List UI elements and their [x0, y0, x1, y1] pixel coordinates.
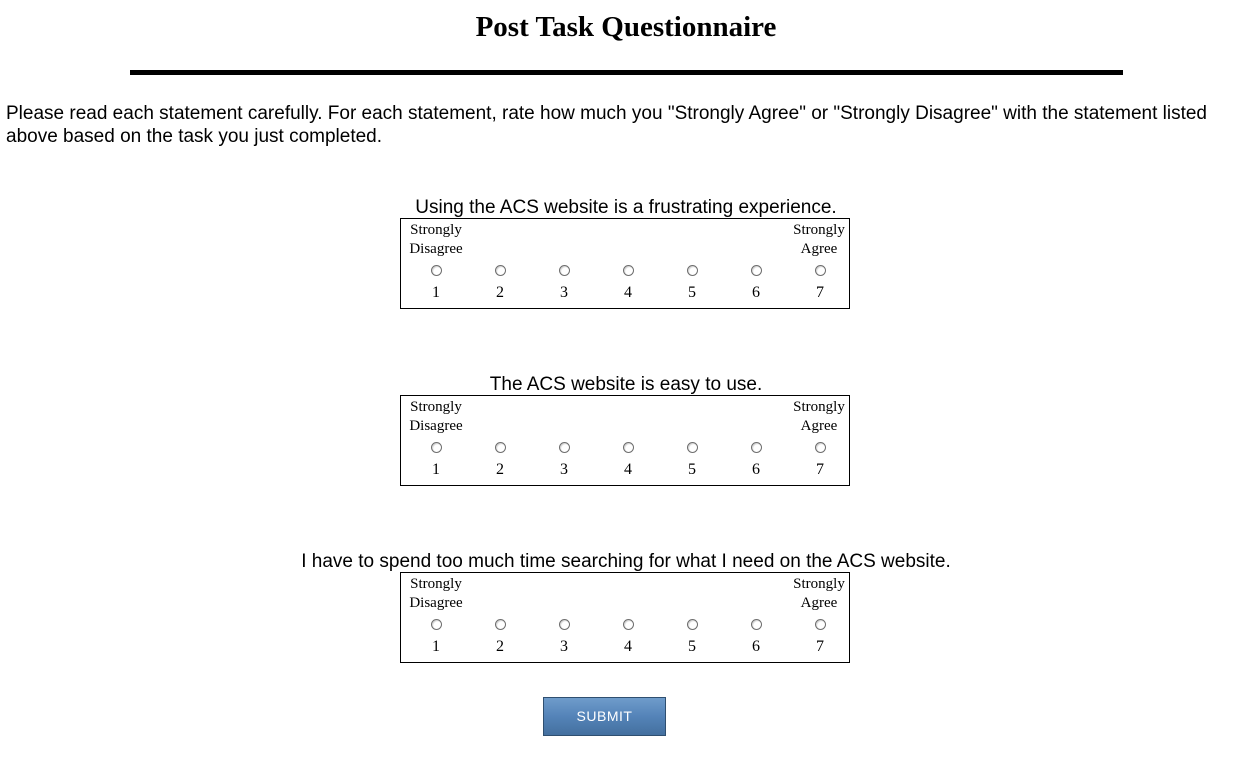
- anchor-line: Disagree: [409, 241, 463, 257]
- anchor-line: Strongly: [410, 576, 462, 592]
- scale-option: [423, 619, 449, 656]
- anchor-line: Agree: [800, 241, 838, 257]
- scale-option: [423, 265, 449, 302]
- scale-option: [615, 265, 641, 302]
- scale-option: [807, 619, 833, 656]
- radio-option-2[interactable]: [495, 265, 506, 276]
- radio-option-3[interactable]: [559, 265, 570, 276]
- option-number: 6: [752, 638, 760, 655]
- option-number: 4: [624, 638, 632, 655]
- scale-option: [551, 619, 577, 656]
- scale-option: [807, 265, 833, 302]
- scale-option: [615, 442, 641, 479]
- option-number: 2: [496, 638, 504, 655]
- scale-option: [487, 619, 513, 656]
- radio-option-5[interactable]: [687, 265, 698, 276]
- anchor-line: Strongly: [793, 399, 845, 415]
- option-number: 7: [816, 638, 824, 655]
- question-text: I have to spend too much time searching for what I need on the ACS website.: [301, 551, 951, 572]
- scale-option: [551, 265, 577, 302]
- option-number: 3: [560, 461, 568, 478]
- radio-option-1[interactable]: [431, 265, 442, 276]
- option-number: 7: [816, 284, 824, 301]
- option-number: 6: [752, 284, 760, 301]
- scale-option: [615, 619, 641, 656]
- scale-option: [679, 619, 705, 656]
- question-2: [0, 374, 1236, 478]
- anchor-line: Agree: [800, 595, 838, 611]
- option-number: 1: [432, 638, 440, 655]
- anchor-line: Strongly: [793, 222, 845, 238]
- radio-option-3[interactable]: [559, 442, 570, 453]
- scale-right-anchor: [784, 221, 854, 259]
- option-number: 5: [688, 461, 696, 478]
- page-title: Post Task Questionnaire: [475, 11, 777, 43]
- option-number: 3: [560, 284, 568, 301]
- radio-option-4[interactable]: [623, 265, 634, 276]
- radio-option-1[interactable]: [431, 442, 442, 453]
- option-number: 5: [688, 284, 696, 301]
- question-3: [0, 551, 1236, 655]
- option-number: 4: [624, 461, 632, 478]
- scale-right-anchor: [784, 575, 854, 613]
- option-number: 2: [496, 461, 504, 478]
- radio-option-7[interactable]: [815, 619, 826, 630]
- title-divider: [130, 70, 1123, 75]
- scale-option: [679, 265, 705, 302]
- radio-option-5[interactable]: [687, 442, 698, 453]
- anchor-line: Agree: [800, 418, 838, 434]
- radio-option-3[interactable]: [559, 619, 570, 630]
- radio-option-2[interactable]: [495, 619, 506, 630]
- submit-button[interactable]: SUBMIT: [543, 697, 666, 736]
- instructions-text: Please read each statement carefully. For each statement, rate how much you "Strongly Agree" or "Strongly Disagree" with the statement listed above based on the task you just completed.: [6, 103, 1207, 147]
- radio-option-6[interactable]: [751, 619, 762, 630]
- option-number: 1: [432, 461, 440, 478]
- radio-option-4[interactable]: [623, 619, 634, 630]
- option-number: 6: [752, 461, 760, 478]
- option-number: 4: [624, 284, 632, 301]
- rating-scale: [400, 395, 850, 486]
- scale-option: [743, 442, 769, 479]
- rating-scale: [400, 218, 850, 309]
- radio-option-7[interactable]: [815, 442, 826, 453]
- radio-option-1[interactable]: [431, 619, 442, 630]
- scale-option: [487, 442, 513, 479]
- rating-scale: [400, 572, 850, 663]
- radio-option-6[interactable]: [751, 442, 762, 453]
- radio-option-7[interactable]: [815, 265, 826, 276]
- option-number: 2: [496, 284, 504, 301]
- anchor-line: Disagree: [409, 595, 463, 611]
- anchor-line: Strongly: [410, 222, 462, 238]
- scale-option: [743, 619, 769, 656]
- scale-left-anchor: [401, 575, 471, 613]
- question-text: The ACS website is easy to use.: [489, 374, 763, 395]
- radio-option-6[interactable]: [751, 265, 762, 276]
- scale-option: [807, 442, 833, 479]
- radio-option-2[interactable]: [495, 442, 506, 453]
- option-number: 7: [816, 461, 824, 478]
- scale-option: [423, 442, 449, 479]
- scale-option: [743, 265, 769, 302]
- scale-left-anchor: [401, 398, 471, 436]
- anchor-line: Strongly: [793, 576, 845, 592]
- scale-option: [679, 442, 705, 479]
- scale-option: [487, 265, 513, 302]
- anchor-line: Strongly: [410, 399, 462, 415]
- scale-left-anchor: [401, 221, 471, 259]
- option-number: 5: [688, 638, 696, 655]
- option-number: 3: [560, 638, 568, 655]
- scale-right-anchor: [784, 398, 854, 436]
- radio-option-4[interactable]: [623, 442, 634, 453]
- anchor-line: Disagree: [409, 418, 463, 434]
- radio-option-5[interactable]: [687, 619, 698, 630]
- scale-option: [551, 442, 577, 479]
- question-text: Using the ACS website is a frustrating experience.: [415, 197, 837, 218]
- option-number: 1: [432, 284, 440, 301]
- question-1: [0, 197, 1236, 301]
